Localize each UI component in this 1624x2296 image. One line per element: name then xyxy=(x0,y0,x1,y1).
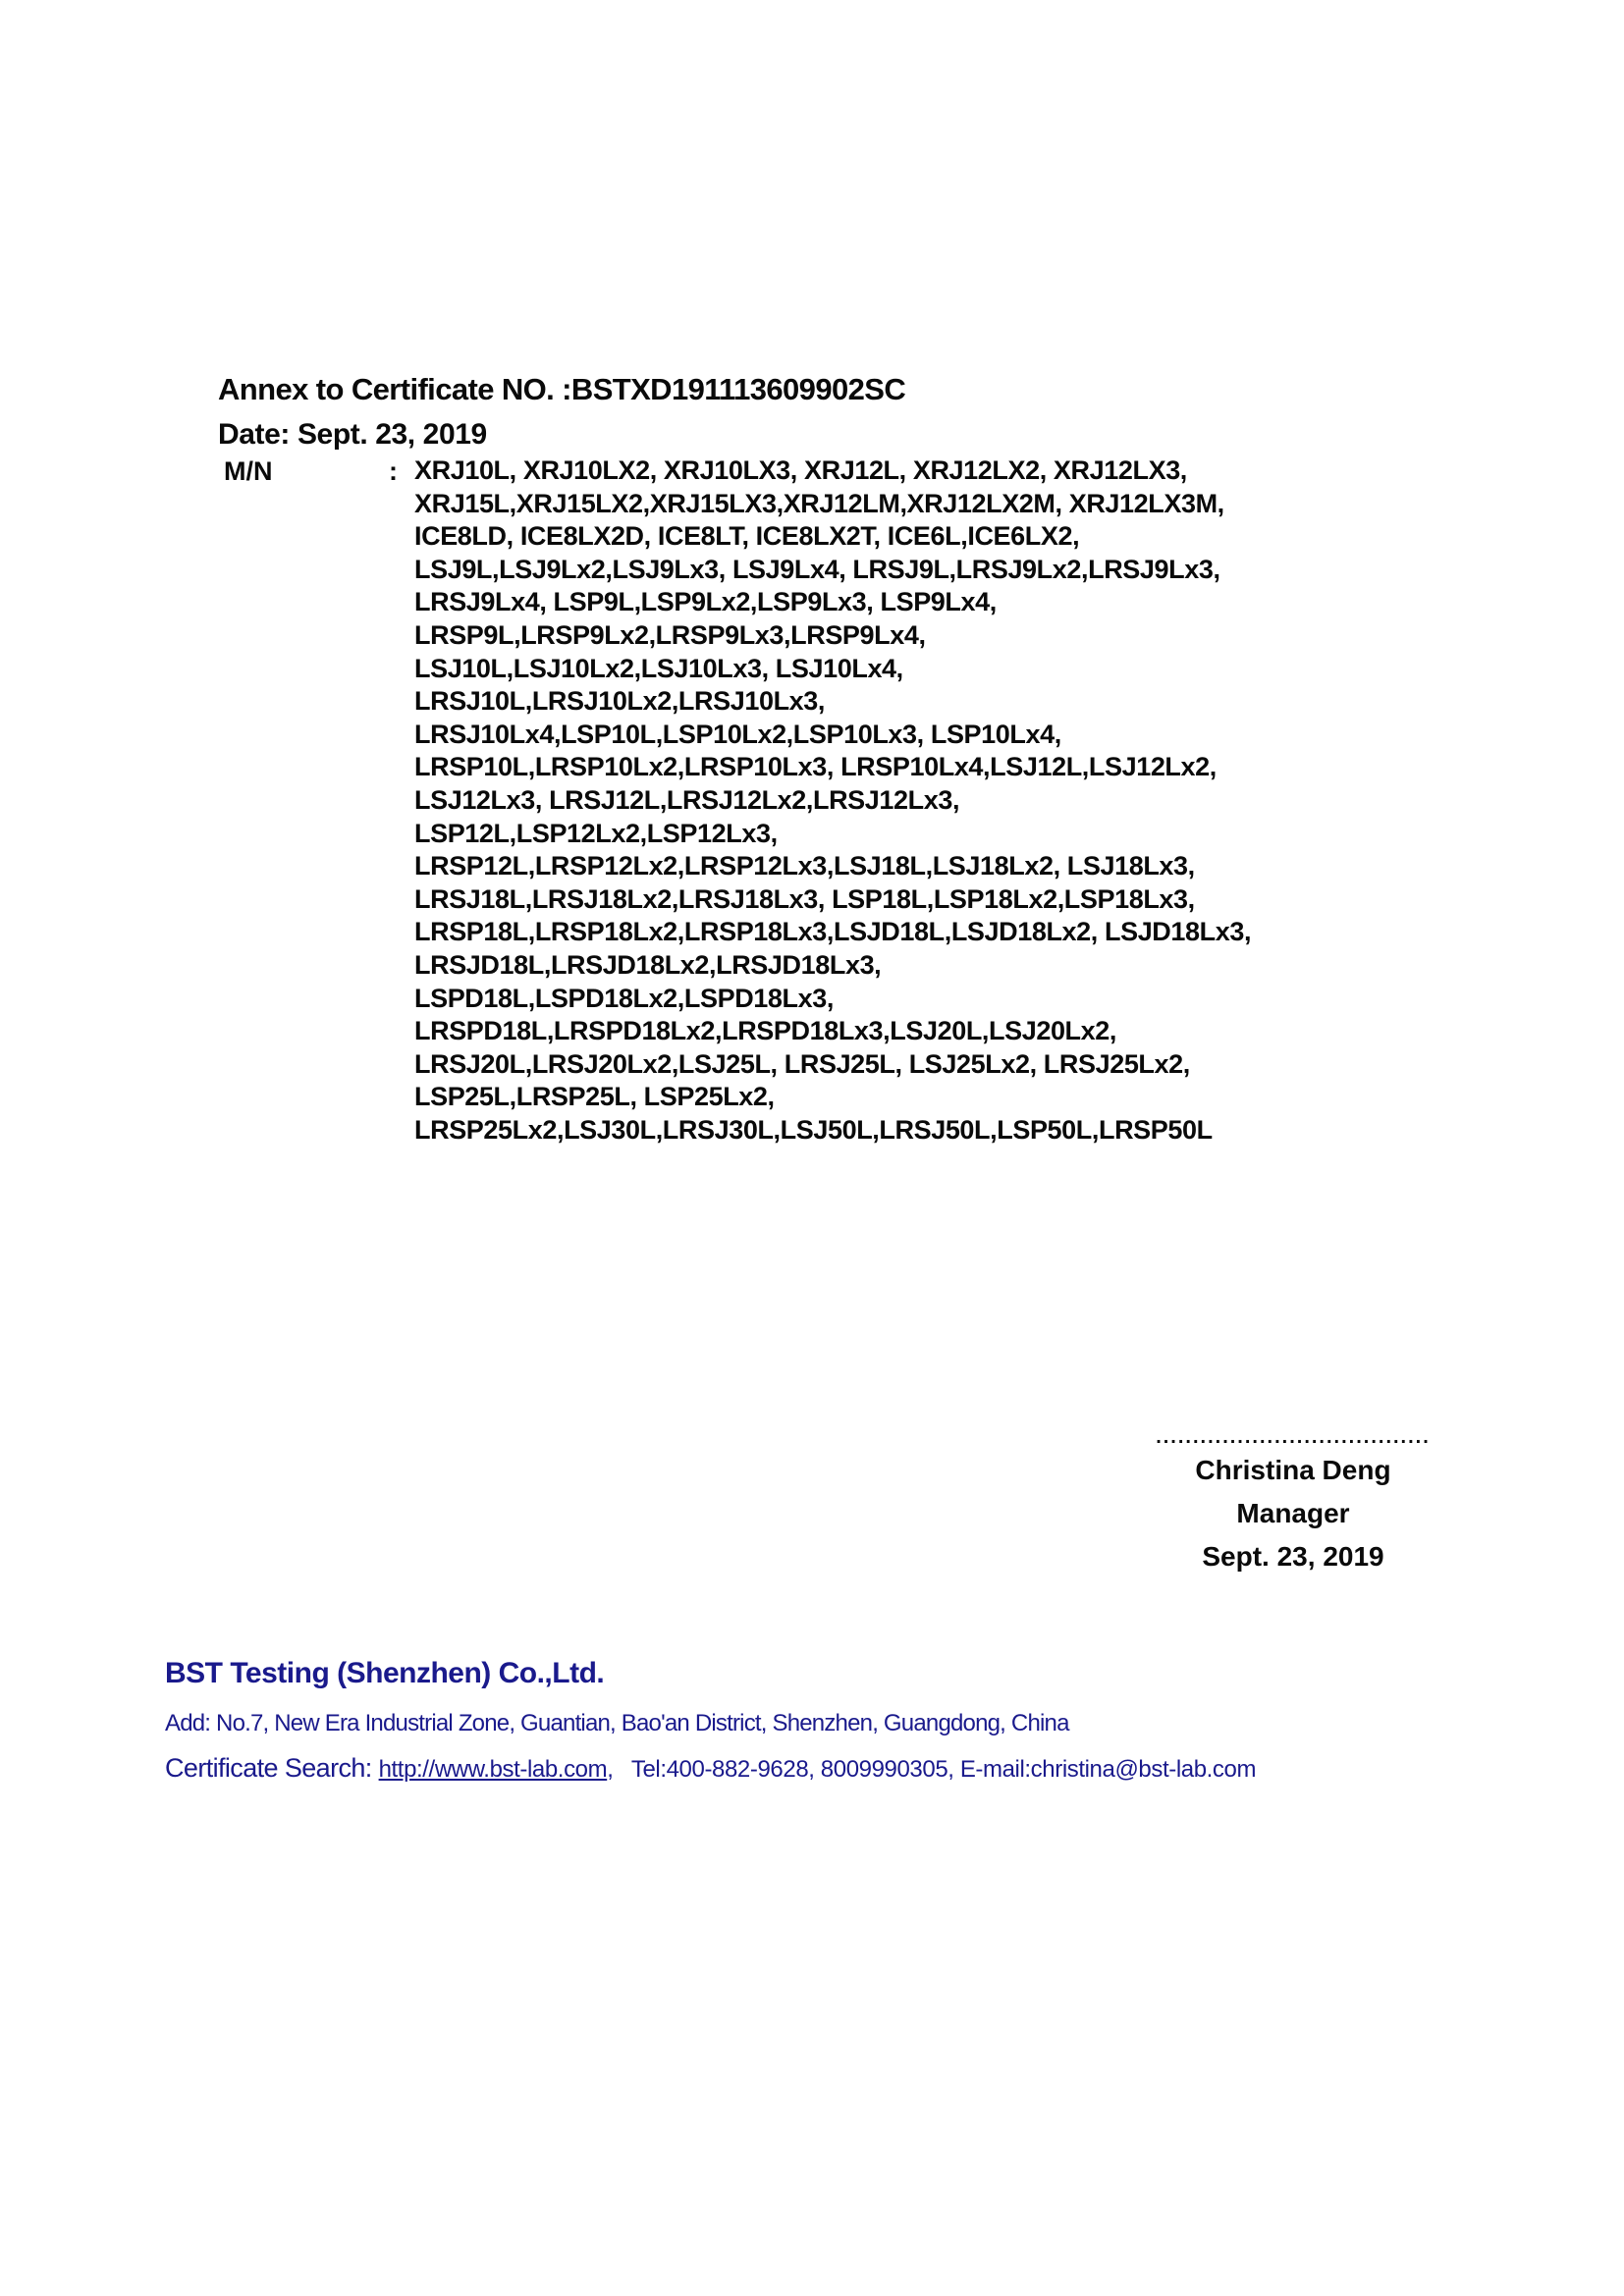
company-address: Add: No.7, New Era Industrial Zone, Guantian, Bao'an District, Shenzhen, Guangdong, China xyxy=(165,1710,1069,1736)
date-value: Sept. 23, 2019 xyxy=(290,418,487,451)
certificate-search-line xyxy=(165,1753,1256,1784)
model-line: LRSP10L,LRSP10Lx2,LRSP10Lx3, LRSP10Lx4,LSJ12L,LSJ12Lx2, xyxy=(414,752,1217,782)
model-number-label: M/N xyxy=(224,456,273,486)
annex-title-label: Annex to Certificate NO. : xyxy=(218,372,571,406)
model-line: LRSP9L,LRSP9Lx2,LRSP9Lx3,LRSP9Lx4, xyxy=(414,619,926,650)
model-line: LSJ10L,LSJ10Lx2,LSJ10Lx3, LSJ10Lx4, xyxy=(414,653,903,683)
date-label: Date: xyxy=(218,418,291,451)
contact-info: , Tel:400-882-9628, 8009990305, E-mail:christina@bst-lab.com xyxy=(607,1756,1257,1783)
model-line: LRSPD18L,LRSPD18Lx2,LRSPD18Lx3,LSJ20L,LSJ20Lx2, xyxy=(414,1016,1116,1046)
signatory-role: Manager xyxy=(1236,1498,1350,1528)
company-name: BST Testing (Shenzhen) Co.,Ltd. xyxy=(165,1657,605,1689)
annex-title xyxy=(218,372,905,407)
signatory-name: Christina Deng xyxy=(1195,1455,1391,1485)
model-line: LSP12L,LSP12Lx2,LSP12Lx3, xyxy=(414,818,778,848)
model-line: LRSJD18L,LRSJD18Lx2,LRSJD18Lx3, xyxy=(414,949,882,980)
signature-block xyxy=(1151,1425,1435,1578)
model-line: LRSJ10Lx4,LSP10L,LSP10Lx2,LSP10Lx3, LSP10Lx4, xyxy=(414,719,1061,749)
model-line: LRSJ18L,LRSJ18Lx2,LRSJ18Lx3, LSP18L,LSP18Lx2,LSP18Lx3, xyxy=(414,883,1195,914)
date-line xyxy=(218,418,487,452)
model-line: XRJ10L, XRJ10LX2, XRJ10LX3, XRJ12L, XRJ12LX2, XRJ12LX3, xyxy=(414,455,1187,485)
model-line: LRSJ10L,LRSJ10Lx2,LRSJ10Lx3, xyxy=(414,686,825,717)
certificate-number: BSTXD191113609902SC xyxy=(570,372,906,406)
certificate-search-label: Certificate Search: xyxy=(165,1753,379,1783)
model-line: XRJ15L,XRJ15LX2,XRJ15LX3,XRJ12LM,XRJ12LX2M, XRJ12LX3M, xyxy=(414,488,1224,518)
model-line: ICE8LD, ICE8LX2D, ICE8LT, ICE8LX2T, ICE6L,ICE6LX2, xyxy=(414,521,1080,552)
certificate-search-link[interactable]: http://www.bst-lab.com xyxy=(378,1756,608,1783)
model-line: LRSP12L,LRSP12Lx2,LRSP12Lx3,LSJ18L,LSJ18Lx2, LSJ18Lx3, xyxy=(414,851,1195,881)
signature-dotted-line: ..................................... xyxy=(1156,1426,1431,1448)
model-number-list xyxy=(414,454,1251,1147)
model-line: LRSP18L,LRSP18Lx2,LRSP18Lx3,LSJD18L,LSJD18Lx2, LSJD18Lx3, xyxy=(414,917,1252,947)
model-line: LRSP25Lx2,LSJ30L,LRSJ30L,LSJ50L,LRSJ50L,LSP50L,LRSP50L xyxy=(414,1114,1213,1145)
model-line: LSJ9L,LSJ9Lx2,LSJ9Lx3, LSJ9Lx4, LRSJ9L,LRSJ9Lx2,LRSJ9Lx3, xyxy=(414,554,1220,584)
model-number-separator: : xyxy=(389,456,398,486)
model-line: LRSJ9Lx4, LSP9L,LSP9Lx2,LSP9Lx3, LSP9Lx4, xyxy=(414,587,997,617)
model-line: LSP25L,LRSP25L, LSP25Lx2, xyxy=(414,1082,775,1112)
signature-date: Sept. 23, 2019 xyxy=(1202,1541,1384,1572)
model-line: LSJ12Lx3, LRSJ12L,LRSJ12Lx2,LRSJ12Lx3, xyxy=(414,784,960,815)
model-line: LRSJ20L,LRSJ20Lx2,LSJ25L, LRSJ25L, LSJ25Lx2, LRSJ25Lx2, xyxy=(414,1048,1190,1079)
model-line: LSPD18L,LSPD18Lx2,LSPD18Lx3, xyxy=(414,983,834,1013)
